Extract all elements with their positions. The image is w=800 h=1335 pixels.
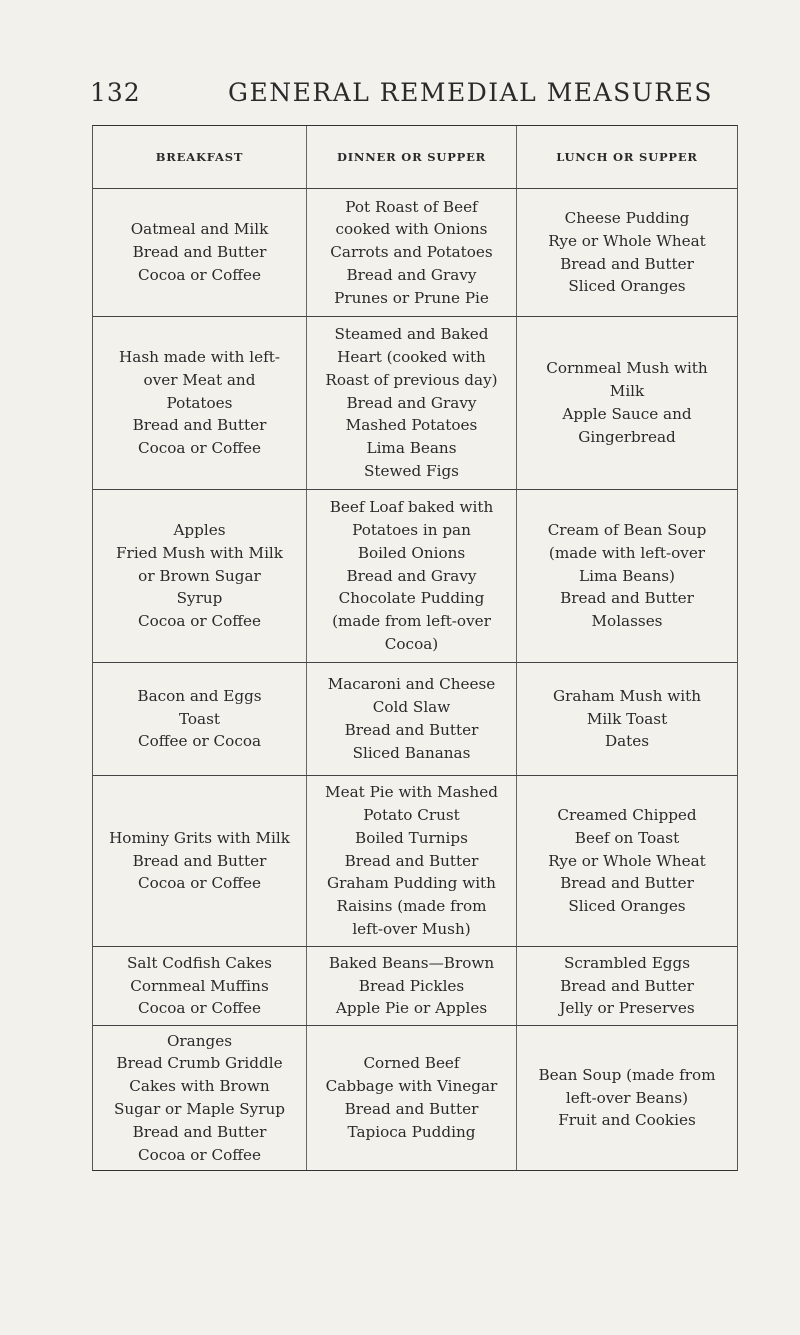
menu-cell-lunch-or-supper <box>516 317 737 489</box>
menu-item-line: Bread and Gravy <box>346 393 477 412</box>
menu-item-line: Sliced Oranges <box>568 277 686 296</box>
menu-item-line: Bread and Butter <box>132 851 267 870</box>
menu-item-line: Bread and Butter <box>132 243 267 262</box>
menu-item-line: or Brown Sugar <box>138 566 261 585</box>
menu-item-line: Cheese Pudding <box>564 208 690 227</box>
menu-item-line: Potatoes <box>166 393 233 412</box>
menu-item-line: Bread and Butter <box>132 416 267 435</box>
menu-cell-lunch-or-supper <box>516 663 737 775</box>
menu-item-line: Rye or Whole Wheat <box>548 851 706 870</box>
menu-item-line: left-over Mush) <box>352 919 471 938</box>
menu-item-line: (made from left-over <box>332 612 491 631</box>
menu-item-line: Cocoa or Coffee <box>137 439 262 458</box>
menu-cell-breakfast <box>93 490 306 662</box>
menu-item-line: Cream of Bean Soup <box>547 521 707 539</box>
menu-item-line: Milk Toast <box>586 709 668 728</box>
menu-item-line: Lima Beans <box>366 439 457 458</box>
table-row <box>93 663 737 776</box>
menu-item-line: Coffee or Cocoa <box>137 732 262 751</box>
menu-item-line: Graham Mush with <box>553 686 701 705</box>
menu-item-line: Beef on Toast <box>574 828 680 847</box>
menu-item-line: Jelly or Preserves <box>559 999 695 1018</box>
menu-item-line: Bread and Butter <box>344 721 479 739</box>
menu-item-line: Chocolate Pudding <box>338 589 485 608</box>
menu-cell-dinner-or-supper <box>306 490 516 662</box>
menu-item-line: Graham Pudding with <box>327 874 496 893</box>
menu-item-line: (made with left-over <box>548 543 706 562</box>
menu-item-line: Sugar or Maple Syrup <box>113 1100 286 1118</box>
menu-item-line: Prunes or Prune Pie <box>334 288 489 307</box>
menu-item-line: Potato Crust <box>363 806 460 824</box>
menu-item-line: Raisins (made from <box>336 897 487 916</box>
table-row <box>93 776 737 947</box>
menu-item-line: Cocoa or Coffee <box>137 265 262 284</box>
menu-item-line: Apple Sauce and <box>562 405 692 423</box>
menu-item-line: Sliced Oranges <box>568 897 686 916</box>
menu-item-line: left-over Beans) <box>565 1088 689 1107</box>
menu-item-line: Bean Soup (made from <box>538 1065 716 1084</box>
menu-item-line: Steamed and Baked <box>334 325 489 344</box>
menu-item-line: Cocoa) <box>384 634 439 653</box>
menu-item-line: Bread and Butter <box>560 254 694 273</box>
menu-item-line: Meat Pie with Mashed <box>325 783 498 802</box>
page-number: 132 <box>90 78 141 107</box>
menu-item-line: Gingerbread <box>578 427 676 446</box>
menu-item-line: Scrambled Eggs <box>563 953 691 972</box>
menu-item-line: Hash made with left- <box>119 348 280 366</box>
menu-item-line: Boiled Turnips <box>355 828 468 847</box>
menu-item-line: Tapioca Pudding <box>347 1122 476 1141</box>
menu-cell-dinner-or-supper <box>306 947 516 1025</box>
menu-cell-dinner-or-supper <box>306 776 516 946</box>
menu-item-line: Fried Mush with Milk <box>116 543 283 562</box>
menu-cell-breakfast <box>93 317 306 489</box>
page-header <box>0 78 800 114</box>
menu-item-line: Oranges <box>166 1031 233 1050</box>
menu-item-line: Salt Codfish Cakes <box>127 953 272 972</box>
menu-table <box>92 125 738 1171</box>
menu-item-line: Pot Roast of Beef <box>345 197 478 216</box>
menu-item-line: Heart (cooked with <box>337 348 486 366</box>
menu-item-line: Sliced Bananas <box>352 743 471 762</box>
menu-item-line: Cocoa or Coffee <box>137 612 262 631</box>
menu-item-line: Potatoes in pan <box>352 521 471 539</box>
menu-item-line: Boiled Onions <box>357 543 466 562</box>
menu-item-line: Bread Crumb Griddle <box>116 1054 283 1073</box>
menu-item-line: Bread and Butter <box>560 976 694 995</box>
table-row <box>93 490 737 663</box>
table-row <box>93 947 737 1026</box>
menu-item-line: Bread and Butter <box>344 851 479 870</box>
table-row <box>93 317 737 490</box>
menu-cell-lunch-or-supper <box>516 1026 737 1170</box>
column-header-dinner-or-supper: DINNER OR SUPPER <box>306 126 516 188</box>
menu-item-line: Toast <box>178 709 221 728</box>
menu-cell-dinner-or-supper <box>306 1026 516 1170</box>
menu-item-line: Bread and Gravy <box>346 566 477 585</box>
menu-item-line: Baked Beans—Brown <box>328 953 495 972</box>
menu-cell-lunch-or-supper <box>516 776 737 946</box>
menu-cell-breakfast <box>93 776 306 946</box>
menu-item-line: over Meat and <box>143 370 256 389</box>
menu-item-line: Bread and Butter <box>132 1122 267 1141</box>
menu-item-line: Cornmeal Mush with <box>546 359 708 378</box>
menu-item-line: Fruit and Cookies <box>558 1111 696 1130</box>
menu-item-line: cooked with Onions <box>335 220 488 239</box>
menu-item-line: Bread and Gravy <box>346 265 477 284</box>
table-row <box>93 189 737 317</box>
menu-item-line: Bread Pickles <box>358 976 465 995</box>
menu-item-line: Cakes with Brown <box>129 1077 270 1096</box>
menu-item-line: Bread and Butter <box>560 589 694 608</box>
table-header-row <box>93 126 737 189</box>
menu-item-line: Roast of previous day) <box>325 370 498 389</box>
menu-item-line: Bread and Butter <box>560 874 694 893</box>
menu-cell-lunch-or-supper <box>516 947 737 1025</box>
menu-item-line: Molasses <box>591 612 663 631</box>
menu-cell-breakfast <box>93 947 306 1025</box>
menu-cell-lunch-or-supper <box>516 490 737 662</box>
menu-item-line: Carrots and Potatoes <box>330 243 493 262</box>
menu-cell-dinner-or-supper <box>306 189 516 316</box>
menu-item-line: Cornmeal Muffins <box>130 976 269 995</box>
menu-item-line: Bread and Butter <box>344 1100 479 1118</box>
menu-cell-breakfast <box>93 663 306 775</box>
menu-item-line: Cabbage with Vinegar <box>325 1077 498 1096</box>
menu-cell-lunch-or-supper <box>516 189 737 316</box>
menu-item-line: Apple Pie or Apples <box>335 999 488 1018</box>
table-row <box>93 1026 737 1170</box>
menu-item-line: Apples <box>173 521 226 539</box>
column-header-lunch-or-supper: LUNCH OR SUPPER <box>516 126 737 188</box>
menu-item-line: Lima Beans) <box>579 566 675 585</box>
menu-item-line: Cocoa or Coffee <box>137 1145 262 1164</box>
menu-item-line: Oatmeal and Milk <box>130 220 269 239</box>
menu-cell-breakfast <box>93 1026 306 1170</box>
menu-item-line: Milk <box>609 382 645 401</box>
menu-item-line: Stewed Figs <box>364 461 459 480</box>
running-title: GENERAL REMEDIAL MEASURES <box>228 78 714 107</box>
menu-cell-breakfast <box>93 189 306 316</box>
menu-item-line: Beef Loaf baked with <box>329 498 494 517</box>
menu-item-line: Cocoa or Coffee <box>137 999 262 1018</box>
column-header-breakfast: BREAKFAST <box>155 150 244 164</box>
menu-item-line: Bacon and Eggs <box>137 686 262 705</box>
menu-item-line: Syrup <box>176 589 223 608</box>
menu-item-line: Corned Beef <box>363 1054 460 1073</box>
menu-item-line: Creamed Chipped <box>557 806 697 824</box>
menu-cell-dinner-or-supper <box>306 663 516 775</box>
menu-item-line: Cold Slaw <box>372 698 451 717</box>
menu-cell-dinner-or-supper <box>306 317 516 489</box>
menu-item-line: Macaroni and Cheese <box>327 675 496 694</box>
menu-item-line: Mashed Potatoes <box>345 416 478 435</box>
menu-item-line: Rye or Whole Wheat <box>548 231 706 250</box>
menu-item-line: Dates <box>604 732 650 751</box>
menu-item-line: Cocoa or Coffee <box>137 874 262 893</box>
menu-item-line: Hominy Grits with Milk <box>109 828 290 847</box>
